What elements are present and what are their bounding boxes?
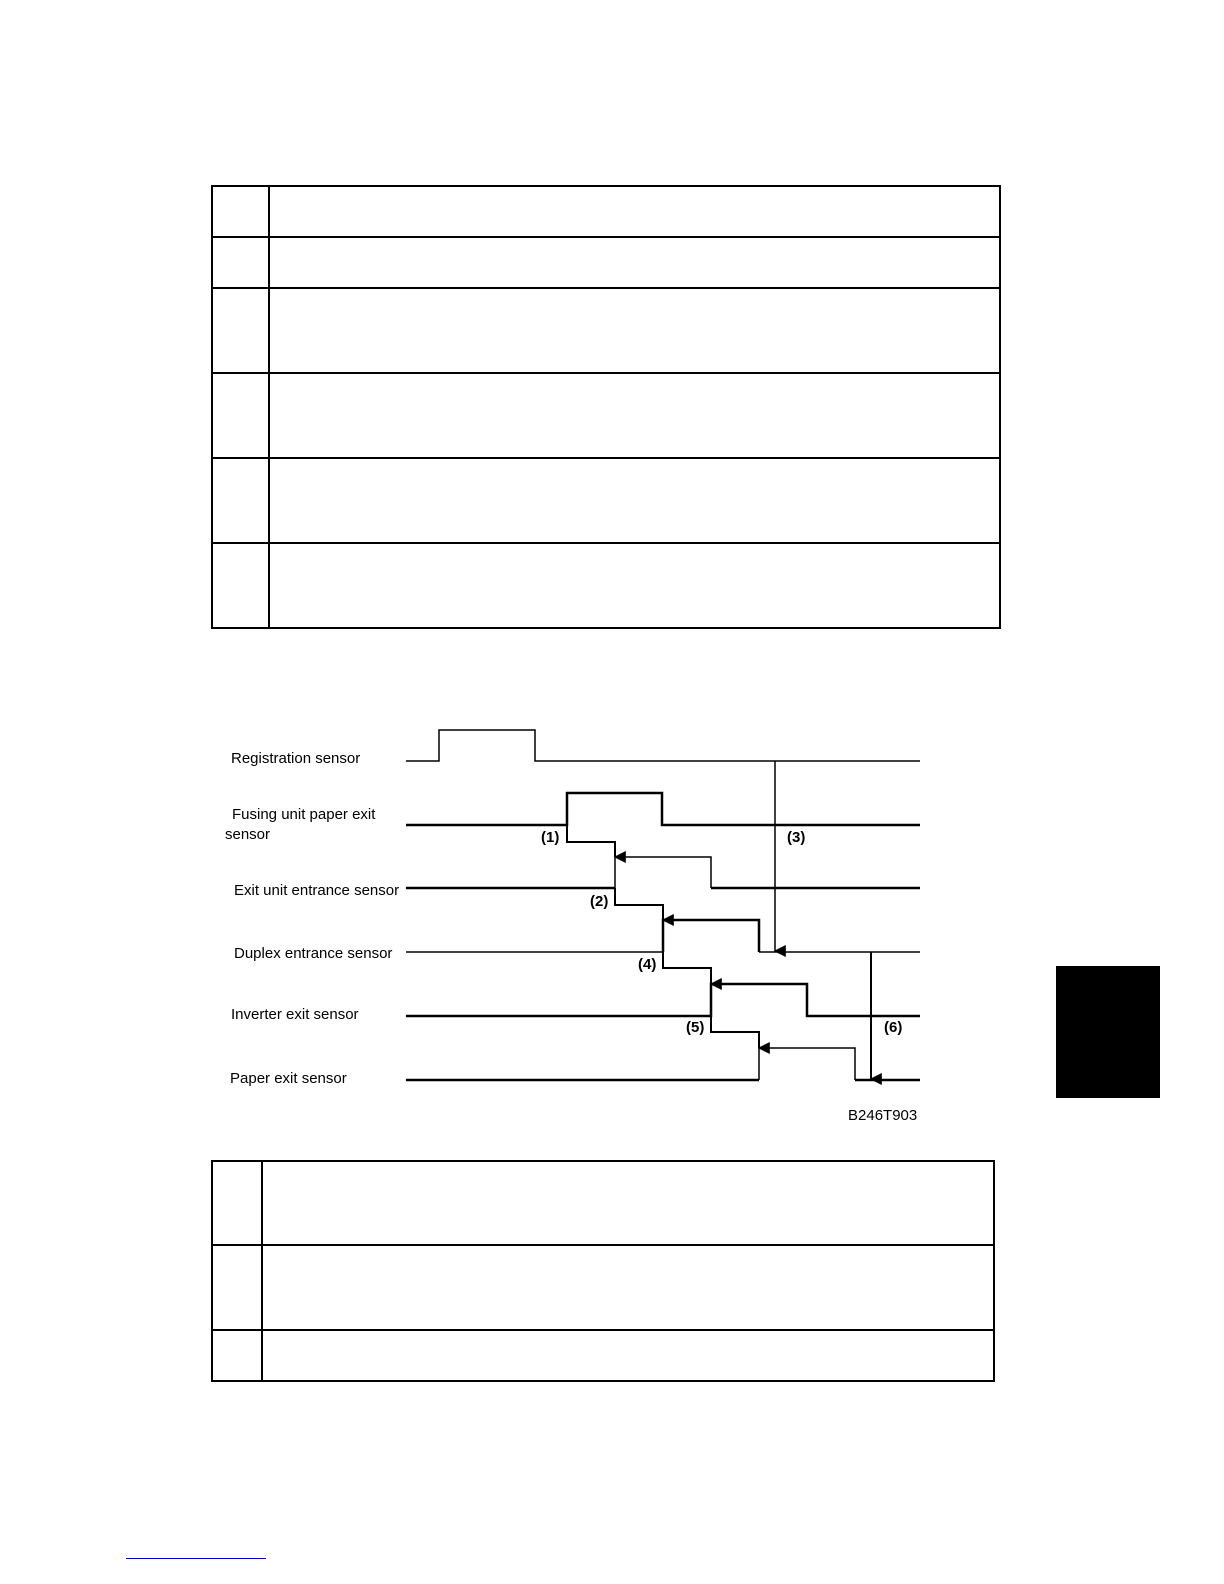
table-row [212,1161,994,1245]
table-cell [212,1330,262,1381]
signal-label-exit-entrance: Exit unit entrance sensor [234,882,400,899]
marker-5: (5) [686,1019,705,1036]
table-cell [262,1330,994,1381]
trace-registration-sensor [406,730,920,761]
trace-inverter-exit-sensor [406,984,920,1016]
signal-label-fusing-exit-line2: sensor [225,826,271,843]
table-cell [212,1161,262,1245]
signal-label-duplex-entrance: Duplex entrance sensor [234,945,393,962]
table-cell [269,373,1000,458]
signal-label-registration: Registration sensor [231,750,361,767]
table-cell [212,1245,262,1330]
table-row [212,1330,994,1381]
table-cell [269,543,1000,628]
table-row [212,373,1000,458]
marker-3: (3) [787,829,806,846]
signal-label-paper-exit: Paper exit sensor [230,1070,347,1087]
table-cell [262,1245,994,1330]
table-cell [269,237,1000,288]
table-cell [212,288,269,373]
marker-2: (2) [590,893,609,910]
table-cell [212,186,269,237]
trace-fusing-exit-sensor [406,793,920,825]
marker-1: (1) [541,829,560,846]
table-cell [212,373,269,458]
section-tab [1056,966,1160,1098]
table-cell [212,458,269,543]
trace-exit-entrance-sensor-active [615,857,711,888]
bottom-table [211,1160,995,1382]
top-table [211,185,1001,629]
table-row [212,186,1000,237]
figure-id: B246T903 [848,1107,918,1124]
table-cell [269,288,1000,373]
signal-label-inverter-exit: Inverter exit sensor [231,1006,359,1023]
table-row [212,1245,994,1330]
table-row [212,237,1000,288]
trace-duplex-entrance-sensor-active [663,920,759,952]
table-row [212,543,1000,628]
table-cell [212,543,269,628]
footer-rule [126,1558,266,1559]
signal-label-fusing-exit: Fusing unit paper exit [232,806,376,823]
arrow-4 [663,952,711,984]
trace-paper-exit-sensor-active [759,1048,855,1080]
table-row [212,288,1000,373]
arrow-5 [711,1016,759,1048]
table-cell [262,1161,994,1245]
marker-4: (4) [638,956,657,973]
table-cell [212,237,269,288]
marker-6: (6) [884,1019,903,1036]
table-row [212,458,1000,543]
arrow-1 [567,825,615,857]
arrow-2 [615,888,663,920]
table-cell [269,186,1000,237]
timing-chart [0,700,1224,1140]
table-cell [269,458,1000,543]
